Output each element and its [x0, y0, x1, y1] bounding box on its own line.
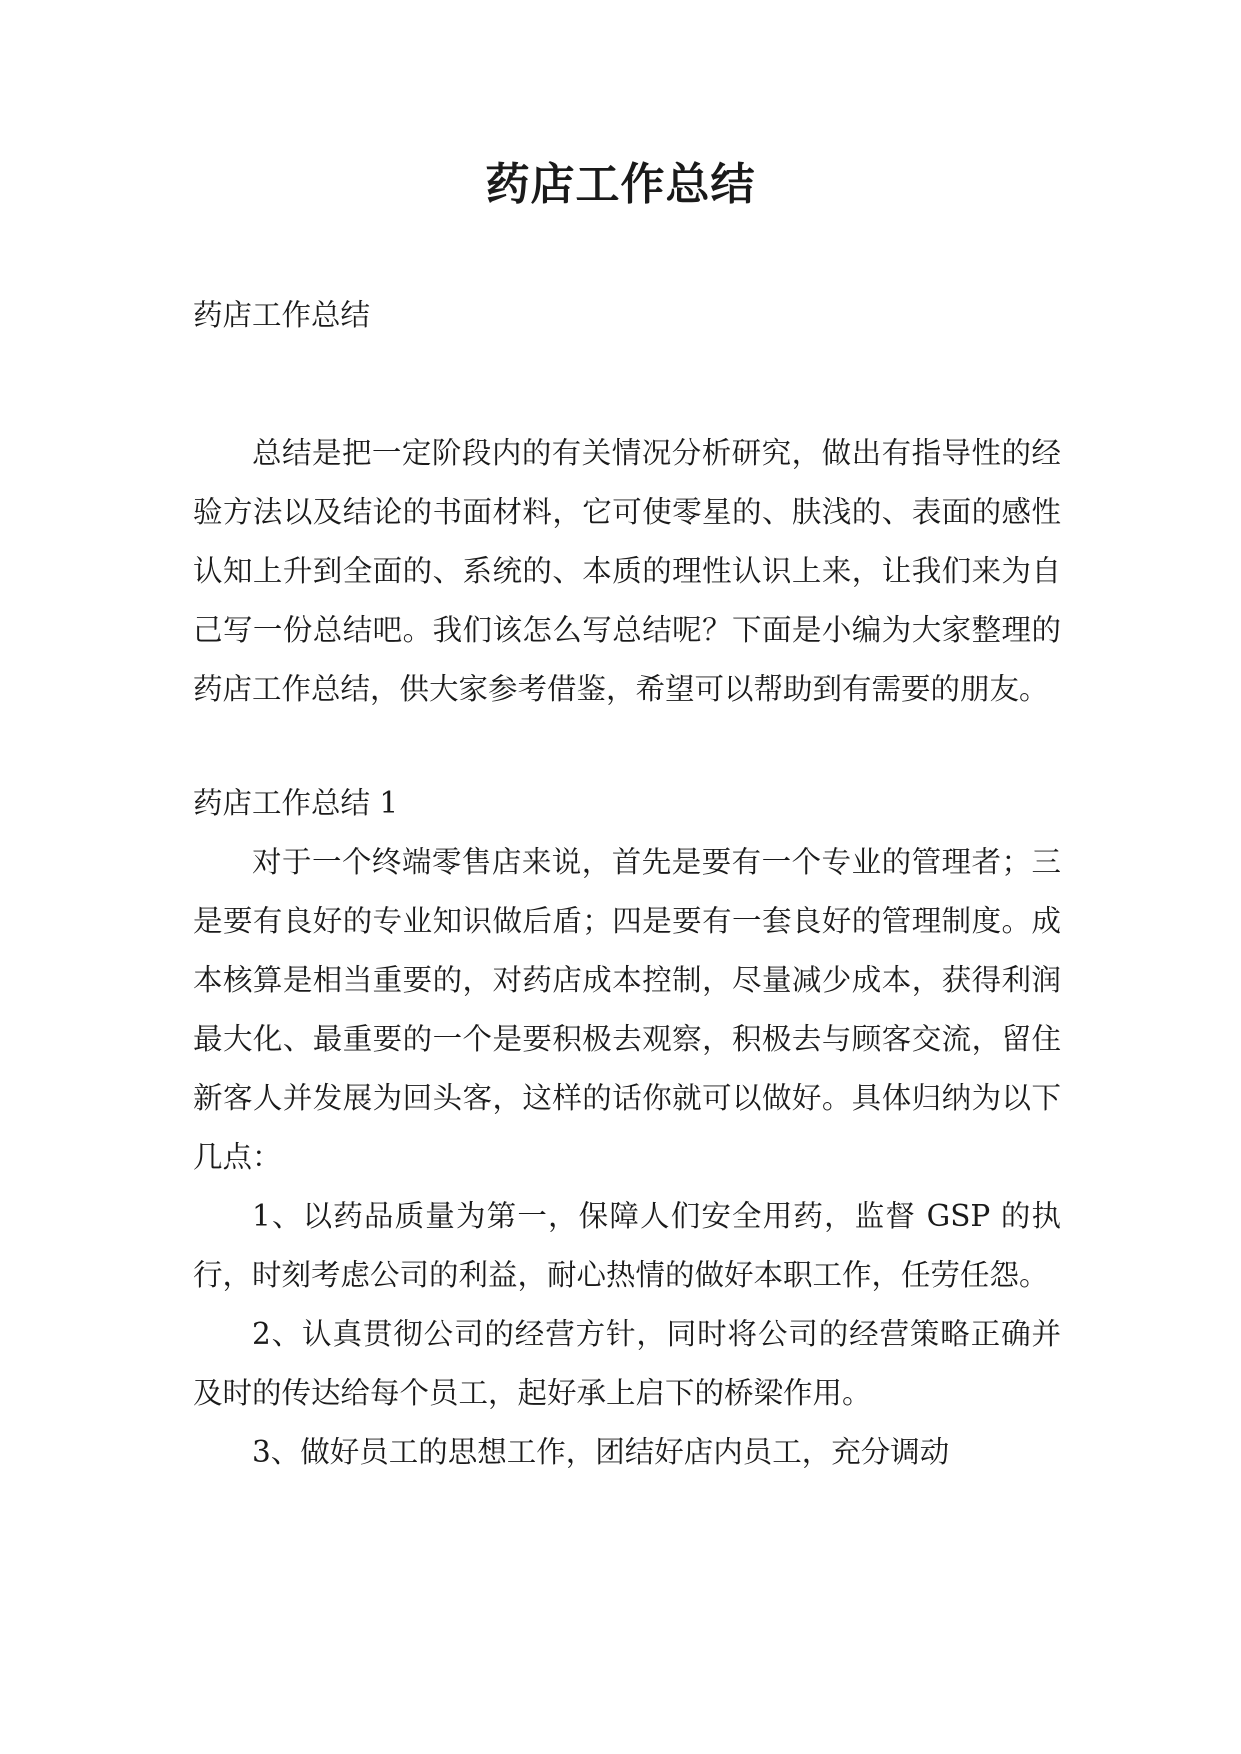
section-heading: 药店工作总结 1 — [193, 786, 399, 820]
section-item-2: 2、认真贯彻公司的经营方针，同时将公司的经营策略正确并及时的传达给每个员工，起好承上启下的桥梁作用。 — [193, 1317, 1061, 1410]
spacer — [193, 345, 1061, 424]
document-title: 药店工作总结 — [485, 159, 756, 210]
document-heading: 药店工作总结 — [193, 298, 371, 332]
section-item-1: 1、以药品质量为第一，保障人们安全用药，监督 GSP 的执行，时刻考虑公司的利益，耐心热情的做好本职工作，任劳任怨。 — [193, 1199, 1061, 1292]
section-item-3: 3、做好员工的思想工作，团结好店内员工，充分调动 — [252, 1435, 950, 1469]
intro-paragraph: 总结是把一定阶段内的有关情况分析研究，做出有指导性的经验方法以及结论的书面材料，它可使零星的、肤浅的、表面的感性认知上升到全面的、系统的、本质的理性认识上来，让我们来为自己写一份总结吧。我们该怎么写总结呢？下面是小编为大家整理的药店工作总结，供大家参考借鉴，希望可以帮助到有需要的朋友。 — [193, 436, 1061, 706]
spacer — [193, 719, 1061, 774]
document-body — [193, 286, 1061, 1482]
section-paragraph: 对于一个终端零售店来说，首先是要有一个专业的管理者；三是要有良好的专业知识做后盾；四是要有一套良好的管理制度。成本核算是相当重要的，对药店成本控制，尽量减少成本，获得利润最大化、最重要的一个是要积极去观察，积极去与顾客交流，留住新客人并发展为回头客，这样的话你就可以做好。具体归纳为以下几点： — [193, 845, 1061, 1174]
